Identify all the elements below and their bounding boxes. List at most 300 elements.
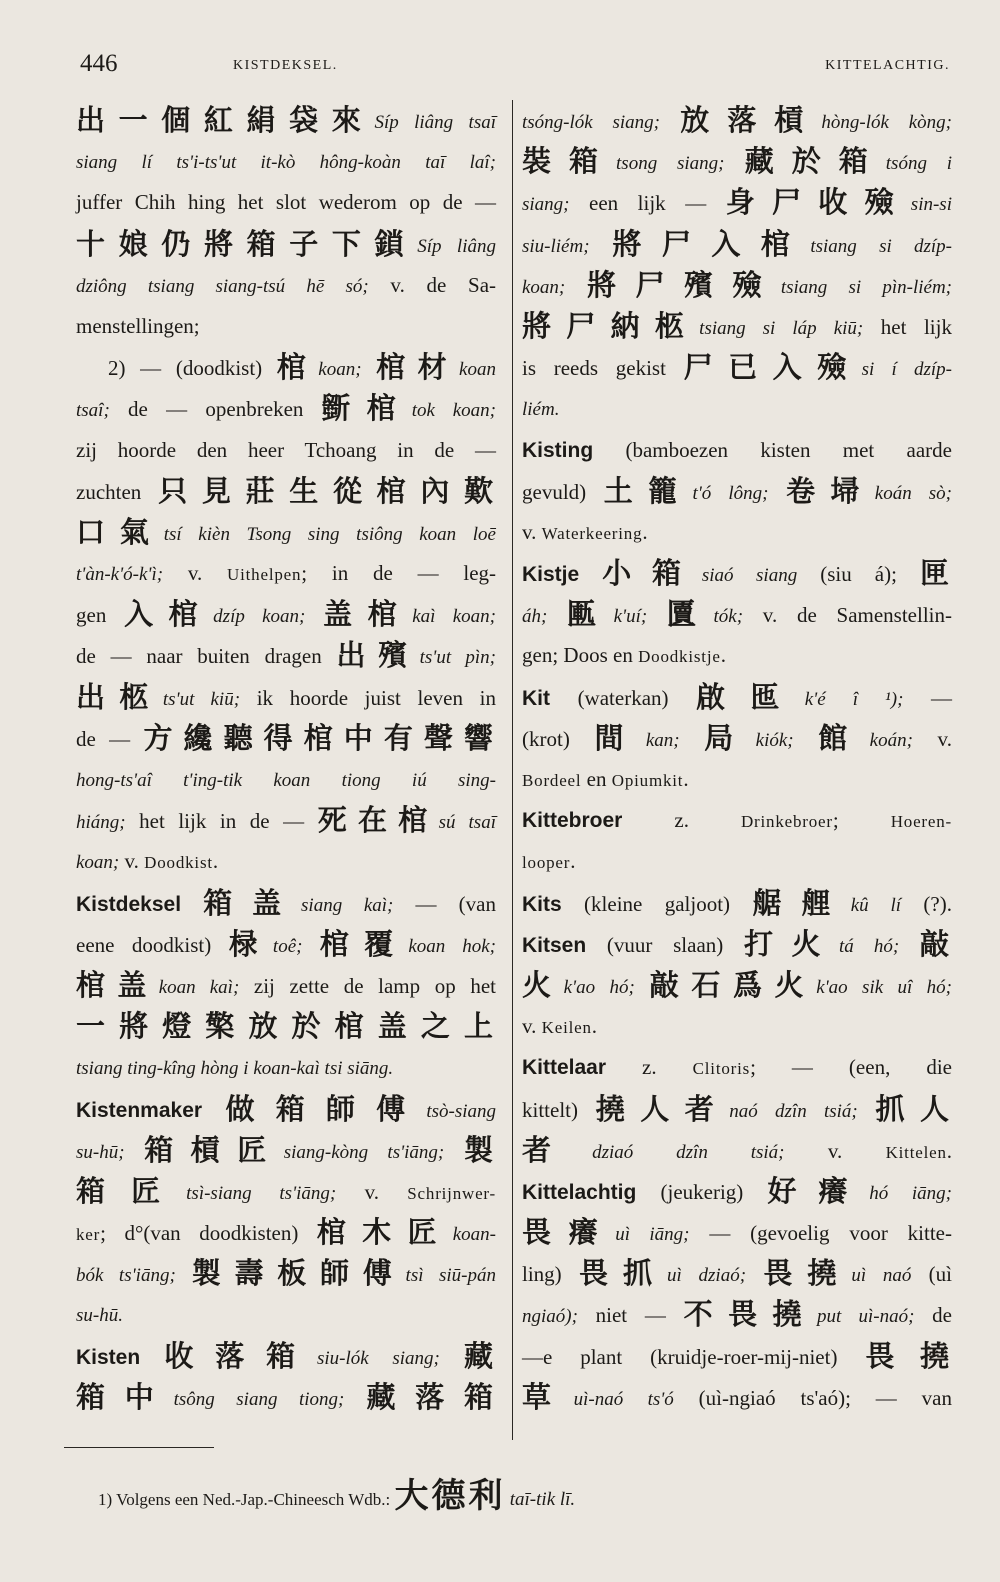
text-run: de — naar buiten dragen [76, 644, 337, 669]
romanization: uì dziaó; [666, 1265, 747, 1287]
romanization: koan; [522, 276, 566, 298]
small-caps-reference: Opiumkit [611, 771, 684, 790]
romanization: tsaî; [76, 400, 110, 422]
text-line [76, 265, 496, 306]
text-line [522, 1130, 952, 1171]
small-caps-reference: Keilen [541, 1018, 592, 1038]
chinese-characters: 藏 [464, 1338, 497, 1373]
text-run: zuchten [76, 479, 159, 504]
italic-name: Tchoang [304, 437, 377, 462]
romanization: k'é î ¹); [804, 688, 904, 710]
text-line [522, 265, 952, 306]
text-line [522, 347, 952, 388]
chinese-characters: 艍艃 [752, 885, 851, 920]
footnote-chinese: 大德利 [394, 1476, 506, 1516]
text-line [522, 594, 952, 635]
text-run: z. [606, 1055, 693, 1080]
text-run: juffer [76, 190, 135, 215]
romanization: su-hū; [76, 1141, 125, 1163]
italic-name: Chih [134, 190, 176, 215]
text-line [522, 1377, 952, 1418]
small-caps-reference: Uithelpen [227, 565, 302, 585]
chinese-characters: 啟匜 [696, 679, 805, 714]
text-run: de [914, 1303, 952, 1328]
right-column [522, 100, 952, 1418]
romanization: hòng-lók kòng; [821, 112, 952, 133]
text-line [76, 1377, 496, 1418]
romanization: siaó siang [701, 565, 798, 587]
chinese-characters: 敲石爲火 [649, 967, 817, 1002]
romanization: koán sò; [874, 482, 953, 504]
chinese-characters: 製壽板師傅 [191, 1256, 406, 1291]
romanization: tsóng-lók siang; [522, 112, 660, 133]
romanization: tsiang si dzíp- [810, 235, 953, 257]
romanization: k'ao hó; [563, 976, 635, 998]
romanization: si í dzíp- [861, 359, 953, 381]
text-line [522, 759, 952, 800]
text-run: — (gevoelig voor kitte- [689, 1221, 952, 1246]
text-run: ; — (een, die [750, 1055, 952, 1080]
chinese-characters: 將尸納柩 [522, 308, 700, 343]
text-run: . [683, 767, 689, 791]
text-line [76, 141, 496, 182]
romanization: naó dzîn tsiá; [729, 1100, 858, 1122]
text-line [76, 1212, 496, 1253]
text-run [344, 1386, 366, 1410]
headword: Kit [522, 686, 550, 710]
headword: Kistje [522, 563, 580, 587]
text-run [579, 562, 602, 586]
text-run: (jeukerig) [636, 1179, 768, 1204]
romanization: ts'ut kiū; [162, 688, 241, 710]
text-line [76, 883, 496, 924]
headword: Kistdeksel [76, 892, 182, 916]
romanization: siang lí ts'i-ts'ut it-kò hông-koàn taī laî; [76, 152, 496, 174]
text-run [680, 727, 705, 751]
text-run: ; in de — leg- [301, 561, 497, 586]
text-line [76, 1253, 496, 1294]
text-run: gevuld) [522, 479, 604, 504]
chinese-characters: 出柩 [76, 679, 163, 714]
text-run: v. [784, 1138, 886, 1163]
chinese-characters: 只見莊生從棺內歎 [158, 473, 496, 508]
romanization: tsì siū-pán [405, 1265, 496, 1287]
small-caps-reference: Bordeel [522, 771, 582, 790]
text-run: 2) — (doodkist) [108, 356, 277, 381]
small-caps-reference: Hoeren- [890, 812, 952, 832]
text-run: v. de Samenstellin- [743, 603, 953, 628]
text-line [76, 388, 496, 429]
text-run: gen; Doos en [522, 643, 639, 668]
chinese-characters: 斵棺 [321, 391, 412, 426]
chinese-characters: 放落槓 [680, 103, 822, 137]
text-run [140, 1345, 164, 1369]
chinese-characters: 打火 [743, 926, 839, 961]
text-line [522, 553, 952, 594]
text-line [76, 841, 496, 882]
text-line [76, 759, 496, 800]
text-line [76, 1294, 496, 1335]
chinese-characters: 館 [818, 720, 870, 755]
headword: Kittebroer [522, 809, 623, 833]
text-line [76, 512, 496, 553]
small-caps-reference: Schrijnwer- [407, 1183, 497, 1203]
running-head-left: KISTDEKSEL. [233, 58, 338, 73]
chinese-characters: 畏撓 [865, 1338, 952, 1373]
text-run: ik hoorde juist leven in [240, 685, 496, 710]
romanization: t'ó lông; [692, 482, 769, 504]
text-line [76, 1047, 496, 1088]
text-line [522, 883, 952, 924]
text-line [76, 718, 496, 759]
text-line [522, 1336, 952, 1377]
text-run: menstellingen; [76, 313, 200, 338]
text-run: . [720, 643, 726, 668]
page-number: 446 [80, 50, 118, 77]
footnote-text: 1) Volgens een Ned.-Jap.-Chineesch Wdb.: [98, 1490, 391, 1509]
chinese-characters: 身尸收殮 [725, 185, 911, 220]
romanization: put uì-naó; [817, 1306, 915, 1328]
text-line [522, 388, 952, 429]
romanization: dziông tsiang siang-tsú hē só; [76, 275, 369, 297]
chinese-characters: 棺盖 [76, 967, 159, 1002]
text-run: de — openbreken [109, 397, 322, 422]
text-line [76, 224, 496, 265]
text-run: . [570, 849, 576, 874]
text-line [76, 471, 496, 512]
chinese-characters: 椂 [228, 926, 273, 961]
chinese-characters: 匭 [567, 597, 614, 632]
text-run: kittelt) [522, 1097, 596, 1122]
text-line [76, 1006, 496, 1047]
text-run: (uì-ngiaó ts'aó); — van [673, 1385, 952, 1410]
chinese-characters: 敲 [919, 926, 952, 961]
romanization: hiáng; [76, 812, 126, 834]
romanization: tsông siang tiong; [173, 1388, 345, 1410]
romanization: tsóng i [885, 153, 952, 175]
text-line [76, 635, 496, 676]
chinese-characters: 將尸殯殮 [586, 267, 781, 302]
chinese-characters: 藏於箱 [744, 144, 886, 179]
romanization: siu-liém; [522, 235, 590, 257]
chinese-characters: 箱匠 [76, 1173, 187, 1208]
romanization: uì naó [851, 1265, 912, 1287]
chinese-characters: 收落箱 [164, 1338, 317, 1373]
romanization: sú tsaī [438, 812, 496, 834]
text-run: z. [622, 808, 741, 833]
chinese-characters: 做箱師傅 [225, 1091, 427, 1126]
footnote-rule [64, 1447, 214, 1448]
page-header [80, 50, 950, 86]
romanization: koan; [76, 852, 120, 874]
text-run: v. [522, 1014, 542, 1039]
text-run [899, 933, 920, 957]
text-run: . [212, 849, 219, 874]
text-run: niet — [577, 1303, 684, 1328]
text-run: v. [336, 1179, 408, 1204]
romanization: su-hū. [76, 1305, 123, 1327]
small-caps-reference: Kittelen [885, 1142, 947, 1162]
chinese-characters: 製 [464, 1132, 497, 1167]
text-run: ; [832, 808, 891, 833]
text-run: (bamboezen kisten met aarde [593, 437, 952, 462]
romanization: kan; [645, 729, 680, 751]
chinese-characters: 匣 [919, 556, 952, 591]
text-run [590, 233, 613, 257]
text-run: een lijk — [569, 191, 726, 216]
text-run: hing het slot wederom op de — [175, 190, 496, 215]
chinese-characters: 畏癢 [522, 1215, 616, 1250]
romanization: hong-ts'aî t'ing-tik koan tiong iú sing- [76, 770, 496, 791]
footnote [98, 1468, 575, 1517]
chinese-characters: 間 [594, 720, 646, 755]
romanization: koán; [869, 729, 913, 751]
chinese-characters: 出一個紅絹袋來 [76, 103, 375, 137]
chinese-characters: 不畏撓 [683, 1297, 818, 1332]
chinese-characters: 小箱 [602, 556, 702, 591]
left-column [76, 100, 496, 1418]
romanization: ts'ut pìn; [419, 647, 496, 669]
text-run: . [591, 1014, 598, 1039]
text-line [76, 800, 496, 841]
text-run: v. [163, 561, 228, 586]
small-caps-reference: Clitoris [692, 1059, 751, 1079]
romanization: koan- [452, 1224, 496, 1246]
text-run: . [642, 519, 648, 544]
text-line [522, 924, 952, 965]
small-caps-reference: Doodkist [144, 853, 213, 873]
headword: Kits [522, 892, 562, 916]
romanization: hó iāng; [869, 1182, 952, 1204]
headword: Kistenmaker [76, 1098, 203, 1122]
romanization: uì iāng; [615, 1224, 690, 1246]
text-run: —e plant (kruidje-roer-mij-niet) [522, 1344, 866, 1369]
romanization: kaì koan; [412, 606, 496, 628]
text-run [547, 603, 567, 627]
romanization: tsiang ting-kîng hòng i koan-kaì tsi siāng. [76, 1058, 394, 1080]
chinese-characters: 抓人 [875, 1091, 953, 1126]
chinese-characters: 棺覆 [319, 926, 409, 961]
romanization: koan hok; [408, 935, 496, 957]
text-run: zij hoorde den heer [76, 437, 305, 462]
romanization: koan; [318, 359, 362, 381]
chinese-characters: 箱中 [76, 1379, 174, 1414]
text-run: (krot) [522, 726, 595, 751]
text-line [522, 1253, 952, 1294]
text-line [522, 1294, 952, 1335]
text-line [76, 1171, 496, 1212]
text-run [125, 1139, 145, 1163]
romanization: siang kaì; [301, 894, 394, 916]
chinese-characters: 土籠 [603, 473, 693, 508]
romanization: toê; [272, 935, 303, 957]
text-line [522, 306, 952, 347]
text-run: ; d°(van doodkisten) [100, 1221, 317, 1246]
chinese-characters: 草 [522, 1379, 574, 1414]
text-run: (?). [901, 891, 952, 916]
text-line [522, 1171, 952, 1212]
text-line [522, 800, 952, 841]
chinese-characters: 入棺 [124, 597, 214, 632]
headword: Kitsen [522, 933, 587, 957]
text-line [522, 1006, 952, 1047]
text-line [76, 594, 496, 635]
romanization: tsong siang; [616, 153, 725, 175]
chinese-characters: 將尸入棺 [612, 226, 811, 261]
text-line [522, 841, 952, 882]
small-caps-reference: Doodkistje [638, 647, 721, 667]
text-run: in de — [376, 437, 497, 462]
text-run: eene doodkist) [76, 932, 229, 957]
text-line [76, 1130, 496, 1171]
text-line [522, 141, 952, 182]
text-line [522, 512, 952, 553]
romanization: siu-lók siang; [317, 1347, 440, 1369]
text-line [522, 224, 952, 265]
romanization: tók; [713, 606, 744, 628]
text-run [305, 603, 323, 627]
text-line [522, 1047, 952, 1088]
headword: Kisting [522, 438, 594, 462]
text-line [522, 635, 952, 676]
headword: Kittelachtig [522, 1180, 637, 1204]
text-run [858, 1098, 876, 1122]
romanization: t'àn-k'ó-k'ì; [76, 564, 164, 586]
text-line [522, 1089, 952, 1130]
chinese-characters: 十娘仍將箱子下鎖 [76, 226, 418, 261]
text-line [522, 965, 952, 1006]
romanization: koan kaì; [158, 976, 240, 998]
text-run: ling) [522, 1262, 579, 1287]
chinese-characters: 一將燈檠放於棺盖之上 [76, 1009, 496, 1044]
romanization: Síp liâng [417, 235, 496, 257]
chinese-characters: 藏落箱 [366, 1379, 497, 1414]
text-line [522, 1212, 952, 1253]
text-run [362, 356, 377, 380]
text-run: is reeds gekist [522, 356, 684, 381]
text-run [302, 933, 319, 957]
chinese-characters: 撓人者 [595, 1091, 730, 1126]
chinese-characters: 畏撓 [763, 1256, 852, 1291]
romanization: liém. [522, 399, 560, 421]
romanization: dzíp koan; [213, 606, 306, 628]
chinese-characters: 棺 [276, 350, 319, 385]
romanization: tá hó; [838, 935, 900, 957]
text-line [522, 471, 952, 512]
text-run [724, 150, 744, 174]
text-run: v. de Sa- [368, 272, 497, 297]
text-run: het lijk in de — [125, 809, 318, 834]
chinese-characters: 箱槓匠 [144, 1132, 284, 1167]
text-line [76, 965, 496, 1006]
text-run: de — [76, 726, 144, 751]
text-line [76, 347, 496, 388]
chinese-characters: 畏抓 [578, 1256, 667, 1291]
small-caps-reference: ker [76, 1225, 101, 1245]
text-line [522, 430, 952, 471]
romanization: siang; [522, 194, 570, 216]
chinese-characters: 尸已入殮 [683, 350, 862, 385]
text-run [794, 727, 819, 751]
romanization: tsì-siang ts'iāng; [186, 1182, 337, 1204]
text-run: het lijk [863, 314, 952, 339]
romanization: koan [459, 359, 496, 381]
text-run [647, 603, 667, 627]
text-line [76, 1336, 496, 1377]
text-run [746, 1262, 763, 1286]
chinese-characters: 局 [704, 720, 756, 755]
text-run: (vuur slaan) [586, 932, 744, 957]
text-line [76, 306, 496, 347]
text-run: — [903, 685, 952, 710]
text-run: — (van [393, 891, 496, 916]
text-line [76, 430, 496, 471]
romanization: k'ao sik uî hó; [816, 976, 952, 998]
small-caps-reference: Waterkeering [541, 523, 643, 543]
text-line [522, 182, 952, 223]
romanization: k'uí; [613, 606, 648, 628]
text-line [76, 553, 496, 594]
column-divider [512, 100, 513, 1440]
text-run: (siu á); [797, 562, 920, 587]
chinese-characters: 好癢 [767, 1173, 870, 1208]
romanization: ngiaó); [522, 1306, 578, 1328]
text-run [176, 1262, 192, 1286]
text-run: v. [522, 519, 542, 544]
text-run [768, 480, 786, 504]
text-run: (kleine galjoot) [561, 891, 753, 916]
text-line [522, 718, 952, 759]
text-line [76, 182, 496, 223]
text-line [76, 100, 496, 141]
text-run: (uì [911, 1262, 953, 1287]
chinese-characters: 卷埽 [786, 473, 875, 508]
romanization: tsiang si láp kiū; [699, 317, 864, 339]
romanization: kiók; [755, 729, 794, 751]
text-run: gen [76, 603, 125, 628]
chinese-characters: 裝箱 [522, 144, 617, 179]
romanization: tsí kièn Tsong sing tsiông koan loē [163, 523, 496, 545]
chinese-characters: 盖棺 [323, 597, 413, 632]
romanization: tsiang si pìn-liém; [780, 276, 952, 298]
romanization: dziaó dzîn tsiá; [592, 1141, 785, 1163]
text-run: (waterkan) [550, 685, 697, 710]
text-line [76, 677, 496, 718]
romanization: siang-kòng ts'iāng; [283, 1141, 445, 1163]
romanization: tsò-siang [426, 1100, 496, 1122]
text-run [444, 1139, 464, 1163]
small-caps-reference: looper [522, 853, 571, 873]
romanization: tok koan; [411, 400, 496, 422]
text-line [76, 924, 496, 965]
romanization: uì-naó ts'ó [573, 1388, 674, 1410]
text-line [522, 100, 952, 141]
romanization: Síp liâng tsaī [374, 112, 496, 133]
running-head-right: KITTELACHTIG. [825, 58, 950, 73]
chinese-characters: 棺木匠 [316, 1215, 453, 1250]
chinese-characters: 口氣 [76, 514, 164, 549]
text-run: en [581, 767, 612, 791]
text-line [522, 677, 952, 718]
chinese-characters: 出殯 [336, 638, 420, 673]
text-run: v. [912, 726, 952, 751]
chinese-characters: 箱盖 [203, 885, 302, 920]
text-run [181, 892, 203, 916]
footnote-romanization: taī-tik lī. [509, 1489, 576, 1510]
text-run [202, 1098, 225, 1122]
chinese-characters: 棺材 [376, 350, 460, 385]
text-run: zij zette de lamp op het [239, 973, 496, 998]
